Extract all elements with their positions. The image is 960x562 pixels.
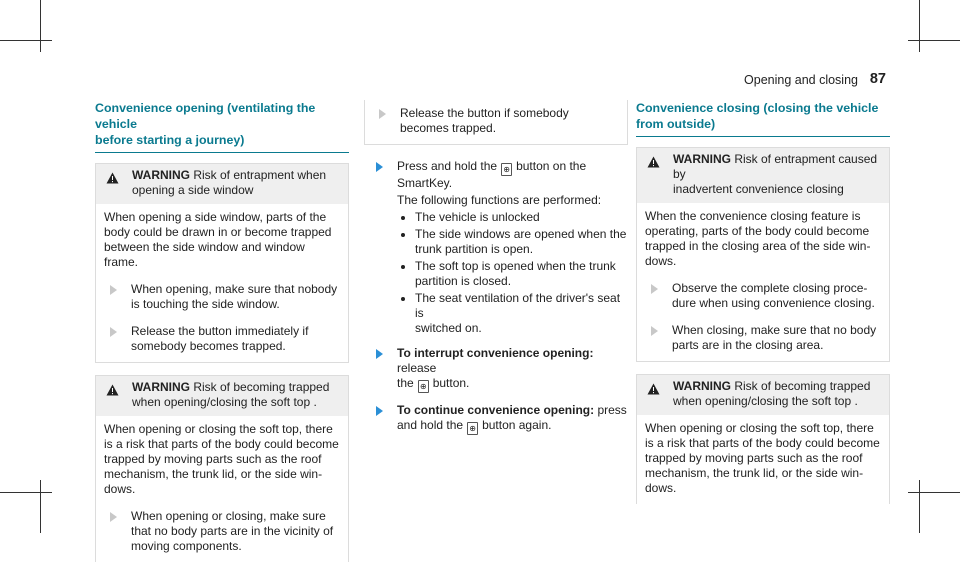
- step-item: When opening, make sure that nobody is touching the side window.: [104, 282, 340, 312]
- crop-mark: [0, 40, 52, 41]
- crop-mark: [40, 480, 41, 533]
- bullet-item: The side windows are opened when the trunk partition is open.: [397, 227, 628, 257]
- running-header: Opening and closing: [744, 73, 858, 87]
- page-number: 87: [869, 71, 886, 87]
- section-title: Convenience opening (ventilating the vehicle before starting a journey): [95, 101, 316, 147]
- step-arrow-icon: [376, 406, 383, 416]
- right-column: [636, 100, 890, 504]
- section-rule: [636, 136, 890, 137]
- step-item: Observe the complete closing proce- dure when using convenience closing.: [645, 281, 881, 311]
- section-title: Convenience closing (closing the vehicle from outside): [636, 101, 879, 131]
- warning-head: WARNING Risk of entrapment caused by inadvertent convenience closing: [637, 148, 889, 203]
- warning-triangle-icon: [106, 384, 119, 396]
- crop-mark: [0, 492, 52, 493]
- step-arrow-icon: [651, 326, 658, 336]
- bullet-item: The soft top is opened when the trunk partition is closed.: [397, 259, 628, 289]
- warning-head: WARNING Risk of entrapment when opening a side window: [96, 164, 348, 204]
- smartkey-button-icon: ⊕: [467, 422, 478, 435]
- step-item: When closing, make sure that no body parts are in the closing area.: [645, 323, 881, 353]
- warning-body: When opening or closing the soft top, there is a risk that parts of the body could become trapped by moving parts such as the roof mechanism, the trunk lid, or the side win- dows. When opening or closing, make sure that no body parts are in the vicinity of moving components.: [104, 422, 339, 553]
- crop-mark: [919, 0, 920, 52]
- left-column: [95, 100, 349, 562]
- step-item: When opening or closing, make sure that no body parts are in the vicinity of moving components.: [104, 509, 340, 554]
- step-item: Release the button immediately if somebody becomes trapped.: [104, 324, 340, 354]
- step-item: Release the button if somebody becomes trapped.: [373, 106, 619, 136]
- warning-box: [636, 147, 890, 362]
- section-rule: [95, 152, 349, 153]
- smartkey-button-icon: ⊕: [501, 163, 512, 176]
- step-arrow-icon: [651, 284, 658, 294]
- crop-mark: [908, 40, 960, 41]
- warning-triangle-icon: [647, 156, 660, 168]
- bullet-item: The vehicle is unlocked: [397, 210, 628, 225]
- warning-triangle-icon: [106, 172, 119, 184]
- bullet-item: The seat ventilation of the driver's seat is switched on.: [397, 291, 628, 336]
- warning-head: WARNING Risk of becoming trapped when opening/closing the soft top .: [637, 375, 889, 415]
- warning-box: [636, 374, 890, 504]
- smartkey-button-icon: ⊕: [418, 380, 429, 393]
- warning-box-continued: [364, 100, 628, 145]
- step-arrow-icon: [379, 109, 386, 119]
- warning-body: When opening a side window, parts of the body could be drawn in or become trapped between the side window and window frame. When opening, make sure that nobody is touching the side window. Release the button immediately if somebody becomes trapped.: [96, 204, 348, 362]
- crop-mark: [40, 0, 41, 52]
- step-item: To continue convenience opening: press and hold the ⊕ button again.: [370, 403, 628, 435]
- step-arrow-icon: [110, 327, 117, 337]
- step-item: Press and hold the ⊕ button on the SmartKey. The following functions are performed: The vehicle is unlocked The side windows are opened when the trunk partition is open. The soft top is opened when the trunk partition is closed. The seat ventilation of the driver's seat is switched on.: [370, 159, 628, 336]
- warning-box: [95, 163, 349, 363]
- crop-mark: [919, 480, 920, 533]
- step-item: To interrupt convenience opening: release the ⊕ button.: [370, 346, 628, 393]
- warning-triangle-icon: [647, 383, 660, 395]
- warning-head: WARNING Risk of becoming trapped when opening/closing the soft top .: [96, 376, 348, 416]
- crop-mark: [908, 492, 960, 493]
- warning-body: When opening or closing the soft top, there is a risk that parts of the body could become trapped by moving parts such as the roof mechanism, the trunk lid, or the side win- dows.: [645, 421, 880, 495]
- middle-column: [364, 100, 628, 435]
- step-arrow-icon: [110, 512, 117, 522]
- step-arrow-icon: [110, 285, 117, 295]
- step-arrow-icon: [376, 349, 383, 359]
- warning-body: When the convenience closing feature is operating, parts of the body could become trapped in the closing area of the side win- dows. Observe the complete closing proce- dure when using convenience closing. When closing, make sure that no body parts are in the closing area.: [637, 203, 889, 361]
- step-arrow-icon: [376, 162, 383, 172]
- warning-box: [95, 375, 349, 562]
